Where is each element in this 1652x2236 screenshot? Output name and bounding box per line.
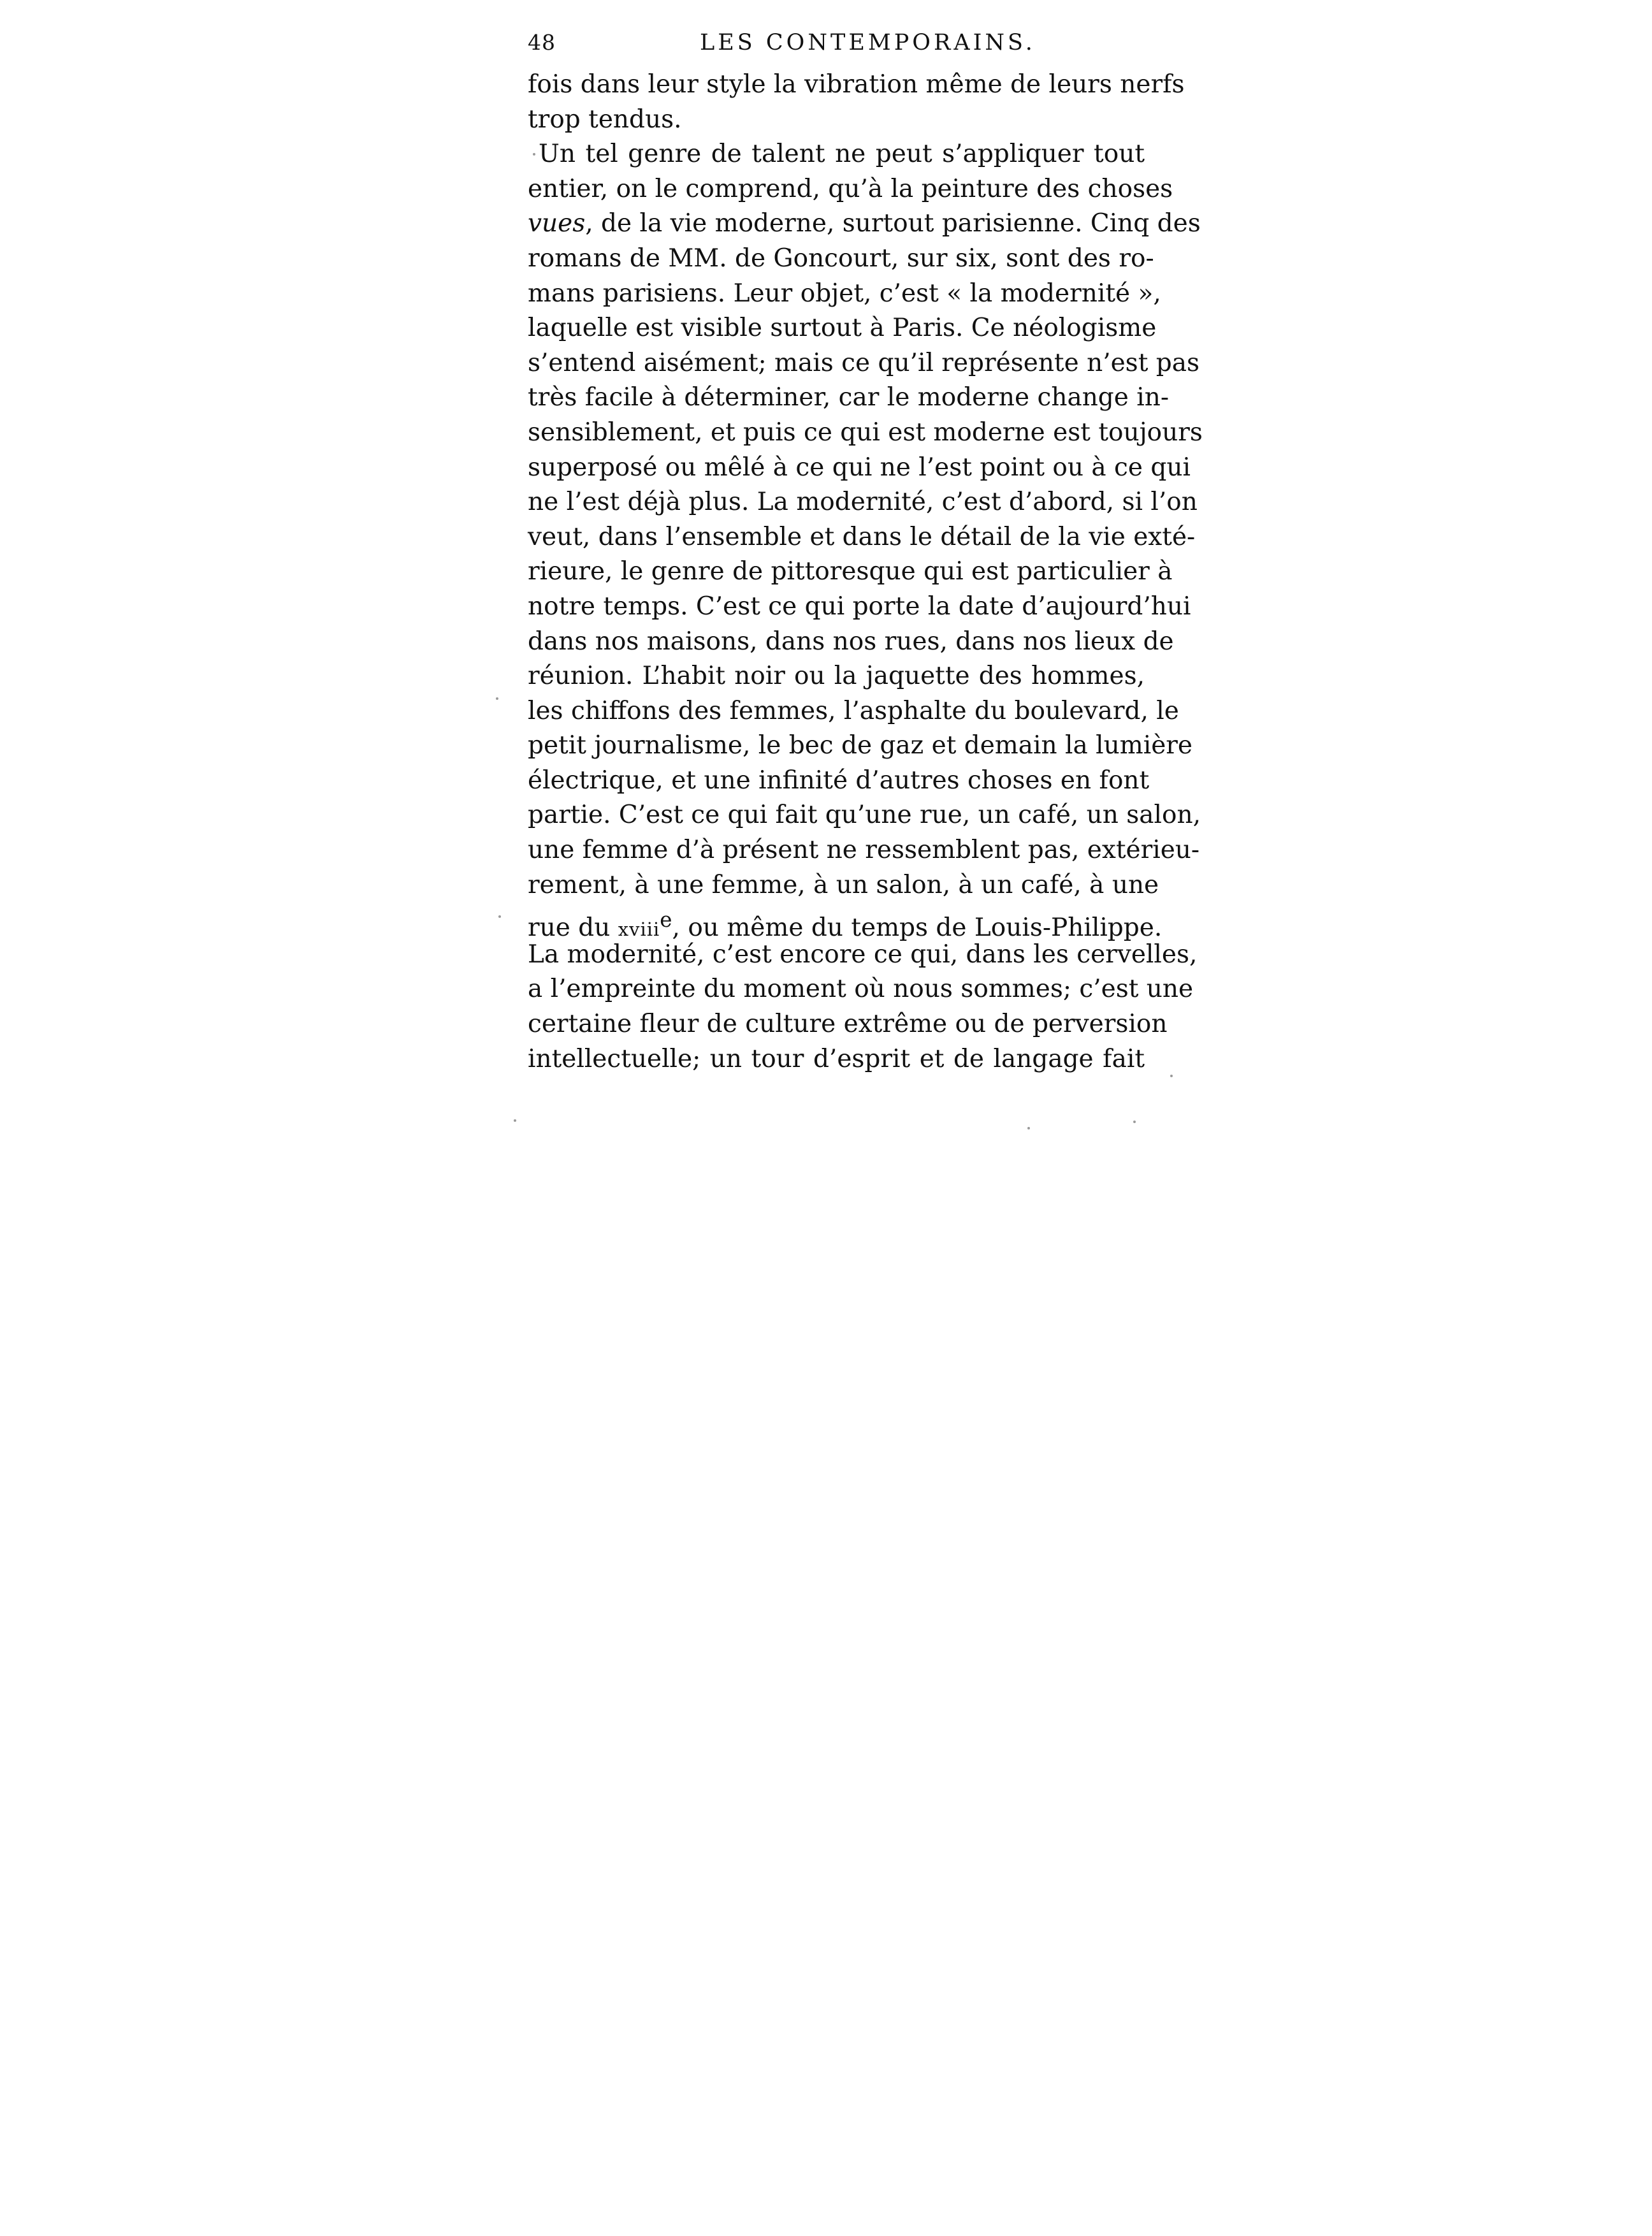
- scan-speck: [496, 697, 498, 700]
- text-line: certaine fleur de culture extrême ou de perversion: [528, 1010, 1168, 1039]
- body-text: [528, 68, 1203, 1077]
- text-line: très facile à déterminer, car le moderne change in-: [528, 383, 1170, 412]
- text-line: rement, à une femme, à un salon, à un café, à une: [528, 870, 1159, 899]
- scan-speck: [498, 915, 501, 918]
- line-rest: , ou même du temps de Louis-Philippe.: [672, 913, 1163, 943]
- text-line: réunion. L’habit noir ou la jaquette des hommes,: [528, 662, 1145, 691]
- italic-word: vues: [528, 209, 586, 238]
- line-rest: , de la vie moderne, surtout parisienne. Cinq des: [585, 209, 1201, 238]
- text-line: fois dans leur style la vibration même de leurs nerfs: [528, 70, 1185, 99]
- text-line: [528, 903, 1163, 943]
- paragraph-first-line: Un tel genre de talent ne peut s’appliquer tout: [539, 140, 1145, 169]
- text-line: trop tendus.: [528, 105, 682, 134]
- text-line: intellectuelle; un tour d’esprit et de langage fait: [528, 1044, 1145, 1073]
- century-numeral: xviii: [618, 918, 660, 941]
- text-line: superposé ou mêlé à ce qui ne l’est point ou à ce qui: [528, 453, 1191, 482]
- ordinal-superscript: e: [660, 908, 672, 933]
- text-line: La modernité, c’est encore ce qui, dans les cervelles,: [528, 940, 1198, 969]
- text-line: électrique, et une infinité d’autres choses en font: [528, 766, 1150, 795]
- text-line: les chiffons des femmes, l’asphalte du boulevard, le: [528, 696, 1179, 725]
- text-line: ne l’est déjà plus. La modernité, c’est d’abord, si l’on: [528, 488, 1198, 517]
- scan-speck: [533, 153, 535, 156]
- text-line: veut, dans l’ensemble et dans le détail de la vie exté-: [528, 522, 1196, 551]
- text-line: laquelle est visible surtout à Paris. Ce néologisme: [528, 314, 1157, 343]
- scan-speck: [1170, 1075, 1173, 1077]
- text-line: sensiblement, et puis ce qui est moderne est toujours: [528, 417, 1203, 447]
- text-line: [528, 207, 1201, 242]
- text-line: s’entend aisément; mais ce qu’il représente n’est pas: [528, 348, 1199, 377]
- text-line: une femme d’à présent ne ressemblent pas, extérieu-: [528, 836, 1200, 865]
- running-head: [528, 24, 1145, 62]
- text-line: mans parisiens. Leur objet, c’est « la modernité »,: [528, 279, 1161, 308]
- text-line: a l’empreinte du moment où nous sommes; c’est une: [528, 975, 1194, 1004]
- scan-speck: [1027, 1127, 1030, 1129]
- scan-speck: [1133, 1121, 1136, 1123]
- text-line: romans de MM. de Goncourt, sur six, sont des ro-: [528, 243, 1154, 273]
- scan-speck: [514, 1119, 516, 1122]
- text-line: entier, on le comprend, qu’à la peinture des choses: [528, 174, 1173, 203]
- text-line: partie. C’est ce qui fait qu’une rue, un café, un salon,: [528, 801, 1201, 830]
- running-title: LES CONTEMPORAINS.: [700, 30, 1036, 55]
- text-line: dans nos maisons, dans nos rues, dans nos lieux de: [528, 627, 1174, 656]
- line-start: rue du: [528, 913, 618, 943]
- text-line: notre temps. C’est ce qui porte la date d’aujourd’hui: [528, 592, 1191, 621]
- page-number: 48: [528, 30, 556, 55]
- text-line: rieure, le genre de pittoresque qui est particulier à: [528, 557, 1173, 586]
- text-line: petit journalisme, le bec de gaz et demain la lumière: [528, 731, 1193, 760]
